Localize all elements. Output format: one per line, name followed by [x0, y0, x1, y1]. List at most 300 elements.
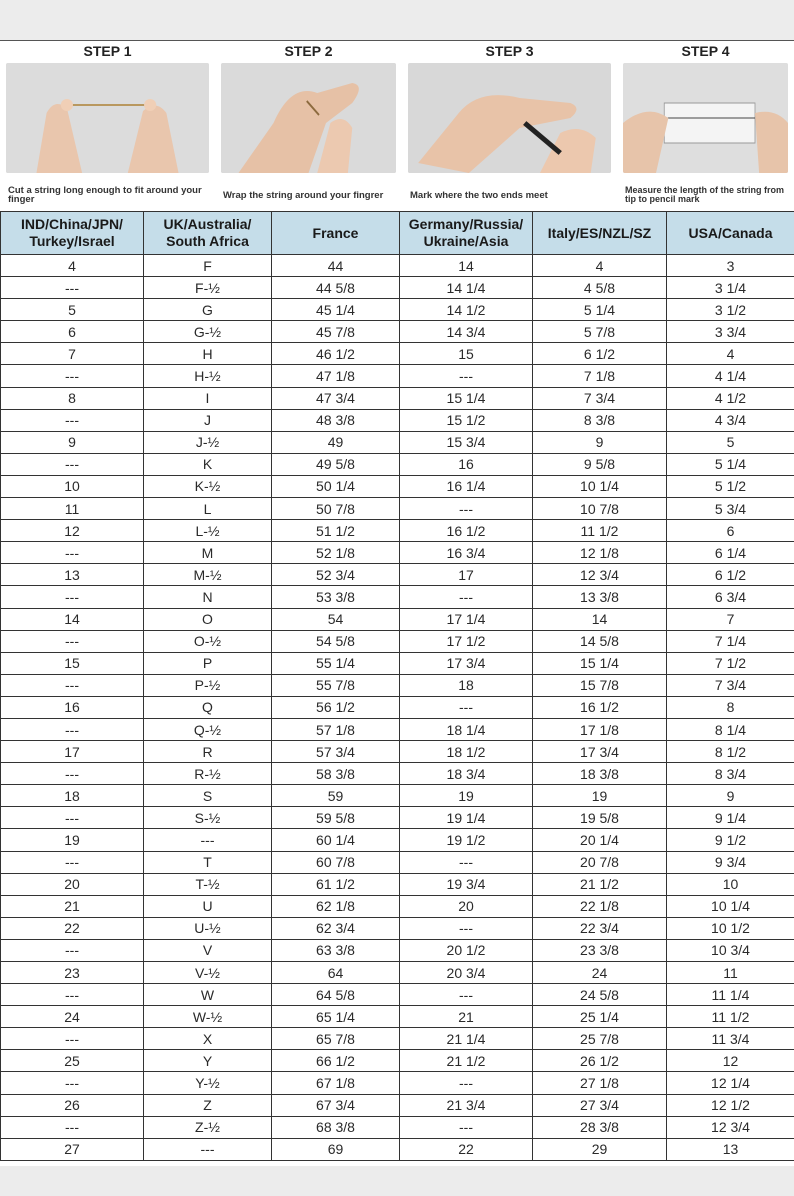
table-cell: X — [144, 1028, 272, 1050]
table-cell: 14 — [400, 255, 533, 277]
table-row — [1, 851, 794, 873]
table-cell: --- — [400, 851, 533, 873]
table-cell: J — [144, 409, 272, 431]
table-cell: --- — [1, 453, 144, 475]
table-cell: K-½ — [144, 475, 272, 497]
table-cell: 5 — [667, 431, 794, 453]
table-cell: 10 — [667, 873, 794, 895]
table-cell: 18 — [400, 674, 533, 696]
table-cell: S — [144, 785, 272, 807]
table-row — [1, 917, 794, 939]
table-cell: Y — [144, 1050, 272, 1072]
table-row — [1, 962, 794, 984]
table-cell: 7 — [1, 343, 144, 365]
table-cell: 20 — [1, 873, 144, 895]
table-cell: 8 1/2 — [667, 741, 794, 763]
table-cell: --- — [144, 829, 272, 851]
table-row — [1, 299, 794, 321]
table-cell: --- — [1, 763, 144, 785]
table-cell: 19 1/2 — [400, 829, 533, 851]
table-cell: V — [144, 939, 272, 961]
table-cell: 25 1/4 — [533, 1006, 667, 1028]
table-cell: 4 3/4 — [667, 409, 794, 431]
table-row — [1, 586, 794, 608]
table-cell: L-½ — [144, 520, 272, 542]
table-cell: 59 5/8 — [272, 807, 400, 829]
table-cell: 55 1/4 — [272, 652, 400, 674]
table-cell: 8 1/4 — [667, 718, 794, 740]
table-cell: R-½ — [144, 763, 272, 785]
table-cell: 15 3/4 — [400, 431, 533, 453]
table-cell: 19 — [400, 785, 533, 807]
table-cell: P-½ — [144, 674, 272, 696]
table-cell: 5 1/2 — [667, 475, 794, 497]
size-conversion-table — [0, 211, 794, 1161]
table-cell: --- — [1, 630, 144, 652]
table-cell: Z-½ — [144, 1116, 272, 1138]
table-cell: 12 1/2 — [667, 1094, 794, 1116]
table-cell: 18 — [1, 785, 144, 807]
table-cell: 18 3/8 — [533, 763, 667, 785]
table-cell: H — [144, 343, 272, 365]
table-cell: 11 — [667, 962, 794, 984]
table-cell: 18 3/4 — [400, 763, 533, 785]
table-cell: 15 — [1, 652, 144, 674]
table-row — [1, 1072, 794, 1094]
table-cell: H-½ — [144, 365, 272, 387]
column-header-ind-china: IND/China/JPN/ Turkey/Israel — [1, 212, 144, 255]
table-cell: 4 — [667, 343, 794, 365]
table-cell: 16 1/2 — [400, 520, 533, 542]
table-cell: 5 7/8 — [533, 321, 667, 343]
table-cell: 13 3/8 — [533, 586, 667, 608]
table-cell: 48 3/8 — [272, 409, 400, 431]
table-cell: 9 1/2 — [667, 829, 794, 851]
table-cell: --- — [1, 851, 144, 873]
step-title: STEP 1 — [83, 43, 132, 59]
step-3 — [402, 41, 617, 211]
finger-wrapped-string-icon — [221, 63, 396, 173]
pen-marking-string-icon — [408, 63, 611, 173]
table-cell: 47 3/4 — [272, 387, 400, 409]
table-cell: T-½ — [144, 873, 272, 895]
table-header-row — [1, 212, 794, 255]
table-cell: 17 1/8 — [533, 718, 667, 740]
table-cell: 16 — [1, 696, 144, 718]
table-cell: 17 1/4 — [400, 608, 533, 630]
table-cell: 24 — [1, 1006, 144, 1028]
table-cell: R — [144, 741, 272, 763]
table-cell: 14 — [1, 608, 144, 630]
table-cell: 29 — [533, 1138, 667, 1160]
table-cell: 11 1/2 — [667, 1006, 794, 1028]
table-cell: 7 3/4 — [667, 674, 794, 696]
table-cell: M-½ — [144, 564, 272, 586]
table-row — [1, 365, 794, 387]
table-cell: --- — [400, 984, 533, 1006]
table-cell: 19 5/8 — [533, 807, 667, 829]
table-row — [1, 763, 794, 785]
table-cell: 45 7/8 — [272, 321, 400, 343]
table-cell: 49 — [272, 431, 400, 453]
table-cell: 27 3/4 — [533, 1094, 667, 1116]
table-cell: 67 1/8 — [272, 1072, 400, 1094]
column-header-germany: Germany/Russia/ Ukraine/Asia — [400, 212, 533, 255]
table-cell: 54 5/8 — [272, 630, 400, 652]
table-cell: P — [144, 652, 272, 674]
table-body — [1, 255, 794, 1161]
table-cell: 8 — [667, 696, 794, 718]
table-cell: 21 — [1, 895, 144, 917]
table-cell: 10 3/4 — [667, 939, 794, 961]
table-row — [1, 1094, 794, 1116]
table-cell: 4 1/2 — [667, 387, 794, 409]
table-cell: --- — [1, 1028, 144, 1050]
table-row — [1, 475, 794, 497]
table-cell: 4 1/4 — [667, 365, 794, 387]
table-cell: 5 1/4 — [667, 453, 794, 475]
step-1 — [0, 41, 215, 211]
table-cell: 58 3/8 — [272, 763, 400, 785]
table-cell: 46 1/2 — [272, 343, 400, 365]
table-cell: 22 1/8 — [533, 895, 667, 917]
table-cell: 17 1/2 — [400, 630, 533, 652]
table-cell: 5 1/4 — [533, 299, 667, 321]
table-cell: --- — [1, 939, 144, 961]
table-cell: 18 1/2 — [400, 741, 533, 763]
table-cell: 11 3/4 — [667, 1028, 794, 1050]
table-cell: 21 — [400, 1006, 533, 1028]
table-cell: 69 — [272, 1138, 400, 1160]
table-cell: 14 1/2 — [400, 299, 533, 321]
table-cell: 16 — [400, 453, 533, 475]
table-row — [1, 255, 794, 277]
table-cell: G — [144, 299, 272, 321]
table-cell: --- — [1, 409, 144, 431]
table-cell: W — [144, 984, 272, 1006]
table-cell: 21 1/2 — [400, 1050, 533, 1072]
table-cell: 62 1/8 — [272, 895, 400, 917]
table-cell: F-½ — [144, 277, 272, 299]
table-row — [1, 807, 794, 829]
table-cell: 24 — [533, 962, 667, 984]
table-cell: 22 — [1, 917, 144, 939]
table-row — [1, 277, 794, 299]
table-cell: 52 1/8 — [272, 542, 400, 564]
table-cell: 62 3/4 — [272, 917, 400, 939]
step-caption: Wrap the string around your fingrer — [223, 190, 384, 201]
table-cell: --- — [400, 498, 533, 520]
table-cell: 15 — [400, 343, 533, 365]
table-cell: 25 7/8 — [533, 1028, 667, 1050]
table-cell: 68 3/8 — [272, 1116, 400, 1138]
table-cell: 17 3/4 — [400, 652, 533, 674]
table-cell: 27 1/8 — [533, 1072, 667, 1094]
table-cell: 11 1/4 — [667, 984, 794, 1006]
table-cell: 21 1/2 — [533, 873, 667, 895]
table-cell: 59 — [272, 785, 400, 807]
table-cell: Z — [144, 1094, 272, 1116]
table-row — [1, 939, 794, 961]
table-cell: 7 1/8 — [533, 365, 667, 387]
table-cell: 8 — [1, 387, 144, 409]
table-cell: 61 1/2 — [272, 873, 400, 895]
step-2 — [215, 41, 402, 211]
table-cell: 3 1/2 — [667, 299, 794, 321]
step-title: STEP 2 — [284, 43, 333, 59]
table-cell: 22 — [400, 1138, 533, 1160]
table-row — [1, 520, 794, 542]
table-cell: --- — [400, 917, 533, 939]
table-row — [1, 895, 794, 917]
table-cell: Y-½ — [144, 1072, 272, 1094]
table-cell: 9 1/4 — [667, 807, 794, 829]
table-row — [1, 984, 794, 1006]
table-cell: N — [144, 586, 272, 608]
table-row — [1, 453, 794, 475]
table-cell: O-½ — [144, 630, 272, 652]
table-cell: V-½ — [144, 962, 272, 984]
table-cell: 12 — [667, 1050, 794, 1072]
table-cell: F — [144, 255, 272, 277]
step-title: STEP 3 — [485, 43, 534, 59]
table-cell: --- — [1, 1072, 144, 1094]
table-cell: 26 1/2 — [533, 1050, 667, 1072]
table-cell: --- — [1, 718, 144, 740]
table-cell: 5 — [1, 299, 144, 321]
table-row — [1, 542, 794, 564]
table-row — [1, 785, 794, 807]
table-cell: 60 1/4 — [272, 829, 400, 851]
table-cell: 15 7/8 — [533, 674, 667, 696]
table-cell: 6 — [1, 321, 144, 343]
table-cell: 67 3/4 — [272, 1094, 400, 1116]
table-row — [1, 741, 794, 763]
table-cell: --- — [144, 1138, 272, 1160]
table-cell: 24 5/8 — [533, 984, 667, 1006]
table-cell: --- — [1, 542, 144, 564]
table-cell: 60 7/8 — [272, 851, 400, 873]
table-cell: 9 3/4 — [667, 851, 794, 873]
column-header-italy: Italy/ES/NZL/SZ — [533, 212, 667, 255]
table-cell: 52 3/4 — [272, 564, 400, 586]
table-cell: --- — [400, 1072, 533, 1094]
step-caption: Mark where the two ends meet — [410, 190, 548, 201]
table-cell: 54 — [272, 608, 400, 630]
table-cell: 11 1/2 — [533, 520, 667, 542]
table-cell: 44 5/8 — [272, 277, 400, 299]
table-cell: 10 1/4 — [533, 475, 667, 497]
table-row — [1, 696, 794, 718]
table-cell: --- — [400, 586, 533, 608]
table-cell: J-½ — [144, 431, 272, 453]
table-cell: 26 — [1, 1094, 144, 1116]
table-cell: 16 1/4 — [400, 475, 533, 497]
table-row — [1, 343, 794, 365]
table-row — [1, 652, 794, 674]
table-row — [1, 431, 794, 453]
table-cell: 14 5/8 — [533, 630, 667, 652]
table-cell: L — [144, 498, 272, 520]
table-cell: 25 — [1, 1050, 144, 1072]
table-cell: 8 3/8 — [533, 409, 667, 431]
table-cell: 44 — [272, 255, 400, 277]
table-row — [1, 321, 794, 343]
table-cell: 19 1/4 — [400, 807, 533, 829]
table-cell: 17 — [1, 741, 144, 763]
step-title: STEP 4 — [681, 43, 730, 59]
table-cell: 10 1/4 — [667, 895, 794, 917]
table-cell: 6 1/2 — [667, 564, 794, 586]
table-cell: I — [144, 387, 272, 409]
table-row — [1, 674, 794, 696]
table-cell: 45 1/4 — [272, 299, 400, 321]
table-cell: 14 — [533, 608, 667, 630]
table-cell: --- — [1, 984, 144, 1006]
table-row — [1, 409, 794, 431]
table-cell: U-½ — [144, 917, 272, 939]
hands-holding-string-icon — [6, 63, 209, 173]
table-cell: 50 1/4 — [272, 475, 400, 497]
table-cell: 20 — [400, 895, 533, 917]
column-header-uk: UK/Australia/ South Africa — [144, 212, 272, 255]
table-cell: 57 3/4 — [272, 741, 400, 763]
table-cell: 22 3/4 — [533, 917, 667, 939]
table-cell: 57 1/8 — [272, 718, 400, 740]
table-cell: 18 1/4 — [400, 718, 533, 740]
table-cell: T — [144, 851, 272, 873]
table-cell: 23 3/8 — [533, 939, 667, 961]
table-cell: 55 7/8 — [272, 674, 400, 696]
table-cell: 12 1/4 — [667, 1072, 794, 1094]
table-cell: 9 5/8 — [533, 453, 667, 475]
table-cell: --- — [1, 1116, 144, 1138]
table-row — [1, 1138, 794, 1160]
table-cell: 10 — [1, 475, 144, 497]
table-cell: U — [144, 895, 272, 917]
table-cell: 19 — [1, 829, 144, 851]
table-cell: 7 — [667, 608, 794, 630]
table-cell: 15 1/2 — [400, 409, 533, 431]
table-cell: 27 — [1, 1138, 144, 1160]
table-cell: 12 1/8 — [533, 542, 667, 564]
step-caption: Cut a string long enough to fit around your finger — [8, 185, 202, 205]
table-cell: 6 1/4 — [667, 542, 794, 564]
table-cell: 28 3/8 — [533, 1116, 667, 1138]
table-cell: 9 — [1, 431, 144, 453]
table-cell: 12 — [1, 520, 144, 542]
table-cell: 20 7/8 — [533, 851, 667, 873]
table-cell: 65 7/8 — [272, 1028, 400, 1050]
table-cell: 17 — [400, 564, 533, 586]
step-4 — [617, 41, 794, 211]
table-row — [1, 1028, 794, 1050]
table-cell: 3 1/4 — [667, 277, 794, 299]
table-cell: 4 5/8 — [533, 277, 667, 299]
table-cell: 15 1/4 — [400, 387, 533, 409]
table-cell: 56 1/2 — [272, 696, 400, 718]
table-row — [1, 718, 794, 740]
table-cell: 11 — [1, 498, 144, 520]
table-row — [1, 498, 794, 520]
table-cell: 53 3/8 — [272, 586, 400, 608]
table-cell: 6 3/4 — [667, 586, 794, 608]
table-cell: 13 — [667, 1138, 794, 1160]
table-cell: 17 3/4 — [533, 741, 667, 763]
table-cell: O — [144, 608, 272, 630]
column-header-france: France — [272, 212, 400, 255]
table-row — [1, 873, 794, 895]
table-cell: --- — [400, 696, 533, 718]
table-cell: 19 3/4 — [400, 873, 533, 895]
table-cell: G-½ — [144, 321, 272, 343]
table-cell: 7 1/4 — [667, 630, 794, 652]
measurement-steps — [0, 41, 794, 211]
table-row — [1, 564, 794, 586]
table-cell: 63 3/8 — [272, 939, 400, 961]
table-row — [1, 608, 794, 630]
table-cell: 9 — [667, 785, 794, 807]
table-cell: 50 7/8 — [272, 498, 400, 520]
table-cell: K — [144, 453, 272, 475]
ruler-measuring-icon — [623, 63, 788, 173]
table-cell: 20 3/4 — [400, 962, 533, 984]
table-cell: 65 1/4 — [272, 1006, 400, 1028]
table-cell: --- — [1, 586, 144, 608]
table-cell: 21 3/4 — [400, 1094, 533, 1116]
table-cell: --- — [1, 277, 144, 299]
table-cell: 7 1/2 — [667, 652, 794, 674]
table-cell: 3 3/4 — [667, 321, 794, 343]
table-cell: 5 3/4 — [667, 498, 794, 520]
table-row — [1, 829, 794, 851]
table-cell: 20 1/2 — [400, 939, 533, 961]
table-cell: M — [144, 542, 272, 564]
table-cell: --- — [400, 1116, 533, 1138]
table-cell: Q — [144, 696, 272, 718]
table-cell: 7 3/4 — [533, 387, 667, 409]
table-cell: 10 7/8 — [533, 498, 667, 520]
table-row — [1, 387, 794, 409]
table-cell: 4 — [1, 255, 144, 277]
table-cell: 21 1/4 — [400, 1028, 533, 1050]
table-cell: 19 — [533, 785, 667, 807]
table-cell: 14 3/4 — [400, 321, 533, 343]
table-row — [1, 630, 794, 652]
table-cell: 15 1/4 — [533, 652, 667, 674]
table-cell: 9 — [533, 431, 667, 453]
table-cell: 10 1/2 — [667, 917, 794, 939]
table-cell: 66 1/2 — [272, 1050, 400, 1072]
table-row — [1, 1006, 794, 1028]
table-cell: --- — [1, 674, 144, 696]
table-cell: 12 3/4 — [533, 564, 667, 586]
table-cell: 13 — [1, 564, 144, 586]
table-cell: 4 — [533, 255, 667, 277]
table-row — [1, 1050, 794, 1072]
table-cell: --- — [1, 807, 144, 829]
table-cell: --- — [1, 365, 144, 387]
ring-size-chart — [0, 40, 794, 1166]
table-cell: 20 1/4 — [533, 829, 667, 851]
table-cell: 51 1/2 — [272, 520, 400, 542]
table-cell: W-½ — [144, 1006, 272, 1028]
table-cell: 16 1/2 — [533, 696, 667, 718]
table-cell: 16 3/4 — [400, 542, 533, 564]
column-header-usa: USA/Canada — [667, 212, 794, 255]
step-caption: Measure the length of the string from tip to pencil mark — [625, 185, 785, 204]
table-cell: 14 1/4 — [400, 277, 533, 299]
